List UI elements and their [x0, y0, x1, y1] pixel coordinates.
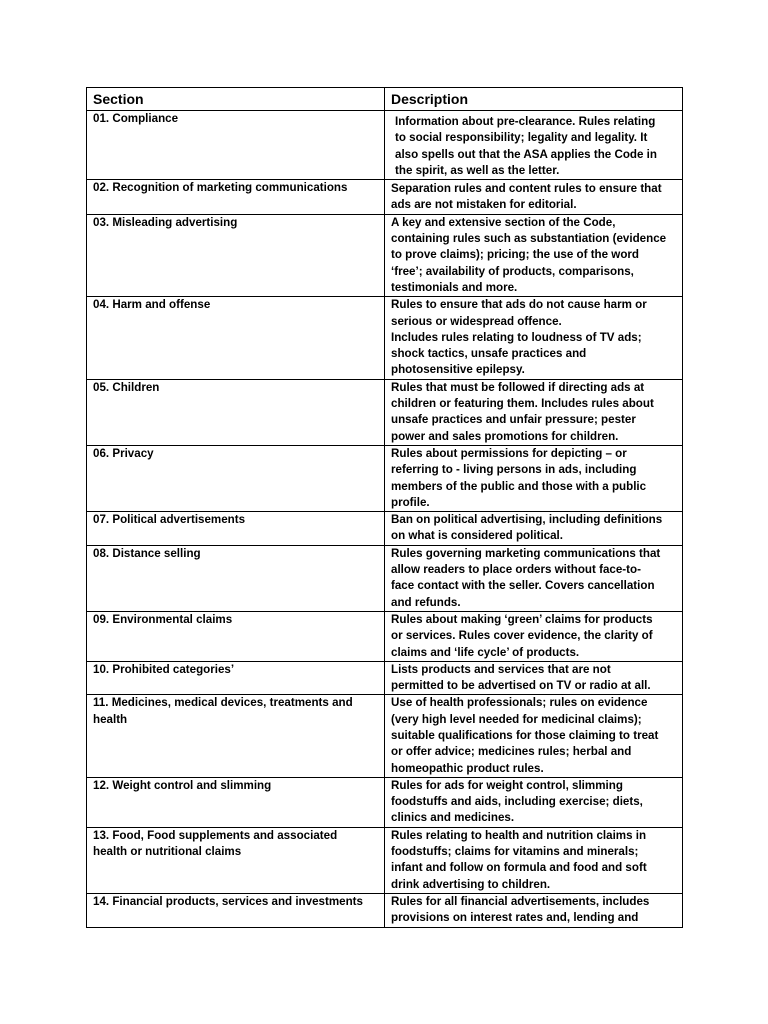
description-text-line: allow readers to place orders without face-to- [391, 563, 641, 577]
section-cell [87, 545, 385, 611]
description-text-line: clinics and medicines. [391, 811, 515, 825]
section-text-line: 08. Distance selling [93, 546, 201, 560]
description-cell [385, 661, 683, 695]
description-cell [385, 827, 683, 893]
table-row [87, 512, 683, 546]
table-row [87, 379, 683, 445]
section-cell [87, 777, 385, 827]
table-row [87, 661, 683, 695]
section-cell [87, 661, 385, 695]
description-text-line: members of the public and those with a public [391, 479, 647, 493]
table-row [87, 297, 683, 379]
description-text-line: ads are not mistaken for editorial. [391, 198, 577, 212]
section-text-line: 01. Compliance [93, 112, 179, 125]
section-text-line: health or nutritional claims [93, 845, 242, 859]
description-cell [385, 379, 683, 445]
section-text-line: health [93, 712, 128, 726]
description-text-line: serious or widespread offence. [391, 314, 562, 328]
table-row [87, 695, 683, 777]
description-text-line: also spells out that the ASA applies the Code in [395, 147, 657, 161]
description-text-line: drink advertising to children. [391, 877, 551, 891]
section-text-line: 12. Weight control and slimming [93, 778, 272, 792]
section-text-line: 11. Medicines, medical devices, treatments and [93, 696, 353, 710]
description-text-line: Rules governing marketing communications that [391, 546, 661, 560]
description-text-line: homeopathic product rules. [391, 761, 544, 775]
description-text-line: referring to - living persons in ads, including [391, 463, 637, 477]
description-text-line: Rules about making ‘green’ claims for products [391, 612, 653, 626]
description-text-line: shock tactics, unsafe practices and [391, 347, 587, 361]
description-cell [385, 545, 683, 611]
section-text-line: 04. Harm and offense [93, 298, 211, 312]
description-text-line: to social responsibility; legality and legality. It [395, 131, 648, 145]
description-cell [385, 111, 683, 180]
section-cell [87, 893, 385, 927]
description-text-line: containing rules such as substantiation (evidence [391, 232, 667, 246]
section-text-line: 09. Environmental claims [93, 612, 233, 626]
table-row [87, 545, 683, 611]
table-row [87, 611, 683, 661]
description-text-line: face contact with the seller. Covers cancellation [391, 579, 655, 593]
section-cell [87, 111, 385, 180]
section-text-line: 10. Prohibited categories’ [93, 662, 235, 676]
description-text-line: foodstuffs and aids, including exercise; diets, [391, 795, 643, 809]
description-text-line: Rules that must be followed if directing ads at [391, 380, 645, 394]
table-row [87, 180, 683, 215]
table-row [87, 214, 683, 296]
description-text-line: Separation rules and content rules to ensure that [391, 182, 662, 196]
description-text-line: the spirit, as well as the letter. [395, 163, 560, 177]
description-text-line: profile. [391, 495, 430, 509]
description-text-line: power and sales promotions for children. [391, 429, 619, 443]
header-description: Description [385, 88, 683, 111]
description-text-line: Lists products and services that are not [391, 662, 611, 676]
description-text-line: ‘free’; availability of products, comparisons, [391, 264, 634, 278]
description-cell [385, 214, 683, 296]
description-cell [385, 297, 683, 379]
description-text-line: testimonials and more. [391, 280, 518, 294]
description-text-line: infant and follow on formula and food and soft [391, 861, 647, 875]
description-cell [385, 777, 683, 827]
table-header-row [87, 88, 683, 111]
description-text-line: suitable qualifications for those claiming to treat [391, 728, 659, 742]
description-text-line: claims and ‘life cycle’ of products. [391, 645, 580, 659]
code-sections-table [86, 87, 683, 928]
description-text-line: (very high level needed for medicinal claims); [391, 712, 642, 726]
section-text-line: 06. Privacy [93, 446, 154, 460]
table-row [87, 445, 683, 511]
description-text-line: children or featuring them. Includes rules about [391, 397, 654, 411]
description-text-line: on what is considered political. [391, 529, 564, 543]
description-text-line: unsafe practices and unfair pressure; pester [391, 413, 636, 427]
section-text-line: 03. Misleading advertising [93, 215, 238, 229]
section-cell [87, 512, 385, 546]
description-text-line: Rules for ads for weight control, slimming [391, 778, 623, 792]
description-text-line: or offer advice; medicines rules; herbal and [391, 745, 632, 759]
description-text-line: Rules to ensure that ads do not cause harm or [391, 298, 647, 312]
section-text-line: 07. Political advertisements [93, 513, 246, 527]
description-text-line: Rules for all financial advertisements, includes [391, 894, 650, 908]
description-text-line: to prove claims); pricing; the use of the word [391, 248, 640, 262]
section-cell [87, 379, 385, 445]
description-text-line: Use of health professionals; rules on evidence [391, 696, 648, 710]
section-cell [87, 214, 385, 296]
section-text-line: 05. Children [93, 380, 160, 394]
section-text-line: 13. Food, Food supplements and associated [93, 828, 338, 842]
description-text-line: foodstuffs; claims for vitamins and minerals; [391, 845, 639, 859]
section-cell [87, 297, 385, 379]
description-text-line: A key and extensive section of the Code, [391, 215, 616, 229]
description-cell [385, 512, 683, 546]
description-text-line: photosensitive epilepsy. [391, 363, 525, 377]
description-text-line: Includes rules relating to loudness of TV ads; [391, 330, 642, 344]
section-text-line: 14. Financial products, services and investments [93, 894, 363, 908]
section-cell [87, 827, 385, 893]
section-cell [87, 611, 385, 661]
description-text-line: permitted to be advertised on TV or radio at all. [391, 679, 651, 693]
description-text-line: provisions on interest rates and, lending and [391, 911, 639, 925]
table-row [87, 777, 683, 827]
table-row [87, 893, 683, 927]
description-text-line: Rules about permissions for depicting – or [391, 446, 627, 460]
table-row [87, 111, 683, 180]
description-text-line: Ban on political advertising, including definitions [391, 513, 663, 527]
section-cell [87, 180, 385, 215]
description-text-line: Rules relating to health and nutrition claims in [391, 828, 647, 842]
description-text-line: Information about pre-clearance. Rules relating [395, 115, 656, 128]
header-section: Section [87, 88, 385, 111]
section-text-line: 02. Recognition of marketing communications [93, 181, 348, 195]
description-text-line: or services. Rules cover evidence, the clarity of [391, 629, 653, 643]
description-cell [385, 695, 683, 777]
description-cell [385, 180, 683, 215]
table-row [87, 827, 683, 893]
description-cell [385, 611, 683, 661]
description-cell [385, 893, 683, 927]
description-text-line: and refunds. [391, 595, 461, 609]
section-cell [87, 695, 385, 777]
section-cell [87, 445, 385, 511]
description-cell [385, 445, 683, 511]
